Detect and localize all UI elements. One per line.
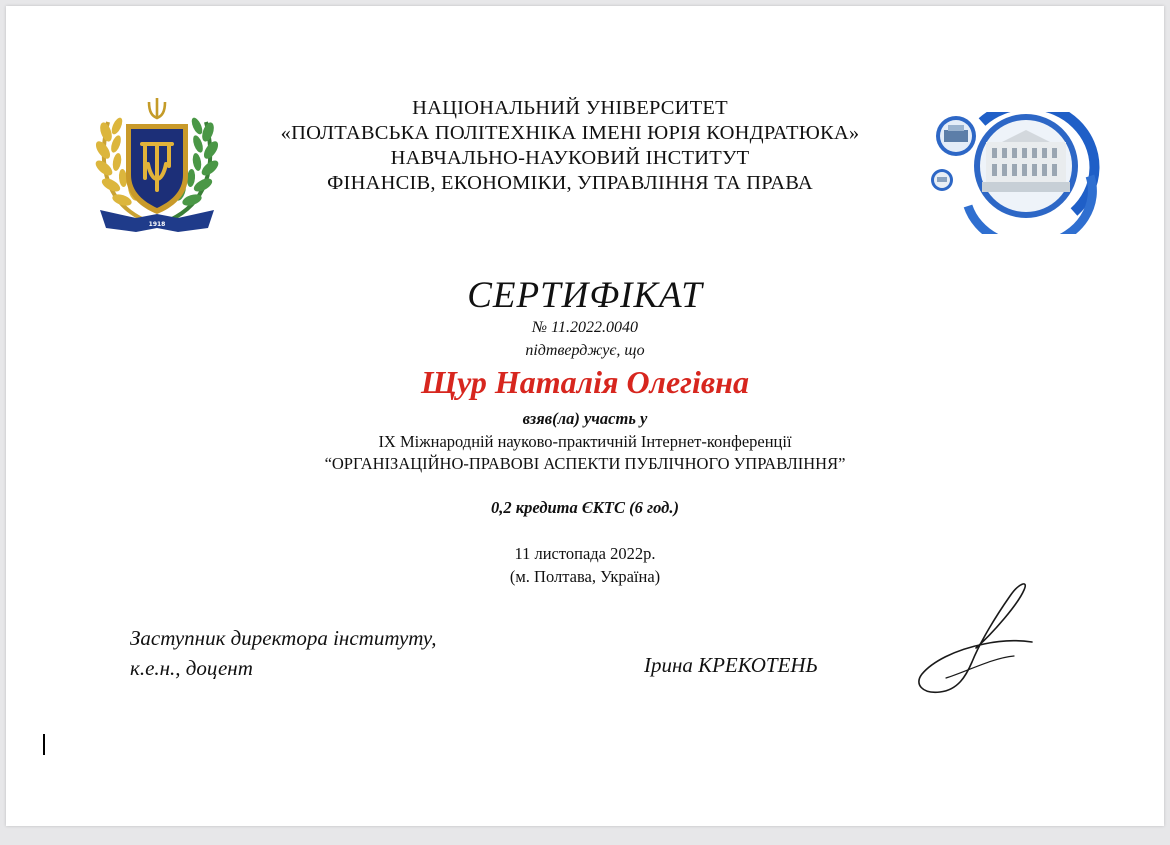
institute-building-logo: [924, 112, 1104, 234]
certificate-page: [6, 6, 1164, 826]
certificate-confirms-text: підтверджує, що: [525, 342, 645, 359]
header-institute-name: ФІНАНСІВ, ЕКОНОМІКИ, УПРАВЛІННЯ ТА ПРАВА: [327, 172, 813, 194]
institution-header: [236, 96, 904, 196]
ects-credits: 0,2 кредита ЄКТС (6 год.): [491, 498, 679, 517]
conference-name-line1: IX Міжнародній науково-практичній Інтернет-конференції: [378, 432, 792, 451]
header-university-name: НАЦІОНАЛЬНИЙ УНІВЕРСИТЕТ: [412, 97, 728, 119]
header-institute-type: НАВЧАЛЬНО-НАУКОВИЙ ІНСТИТУТ: [390, 147, 750, 169]
conference-location: (м. Полтава, Україна): [509, 567, 661, 586]
conference-name-line2: “ОРГАНІЗАЦІЙНО-ПРАВОВІ АСПЕКТИ ПУБЛІЧНОГО УПРАВЛІННЯ”: [324, 454, 846, 473]
conference-date: 11 листопада 2022р.: [514, 544, 656, 563]
participation-text: взяв(ла) участь у: [522, 409, 648, 428]
certificate-number: № 11.2022.0040: [532, 319, 638, 336]
signatory-position: [130, 623, 436, 683]
certificate-title: СЕРТИФІКАТ: [467, 275, 703, 316]
university-emblem-logo: [86, 92, 228, 242]
emblem-year: 1918: [148, 221, 166, 228]
handwritten-signature: [906, 582, 1038, 700]
signatory-name: Ірина КРЕКОТЕНЬ: [644, 653, 818, 677]
text-cursor: [43, 734, 45, 755]
signatory-position-line1: Заступник директора інституту,: [130, 626, 437, 650]
recipient-name: Щур Наталія Олегівна: [421, 364, 749, 400]
signatory-position-line2: к.е.н., доцент: [130, 656, 253, 680]
header-university-fullname: «ПОЛТАВСЬКА ПОЛІТЕХНІКА ІМЕНІ ЮРІЯ КОНДРАТЮКА»: [280, 122, 860, 144]
